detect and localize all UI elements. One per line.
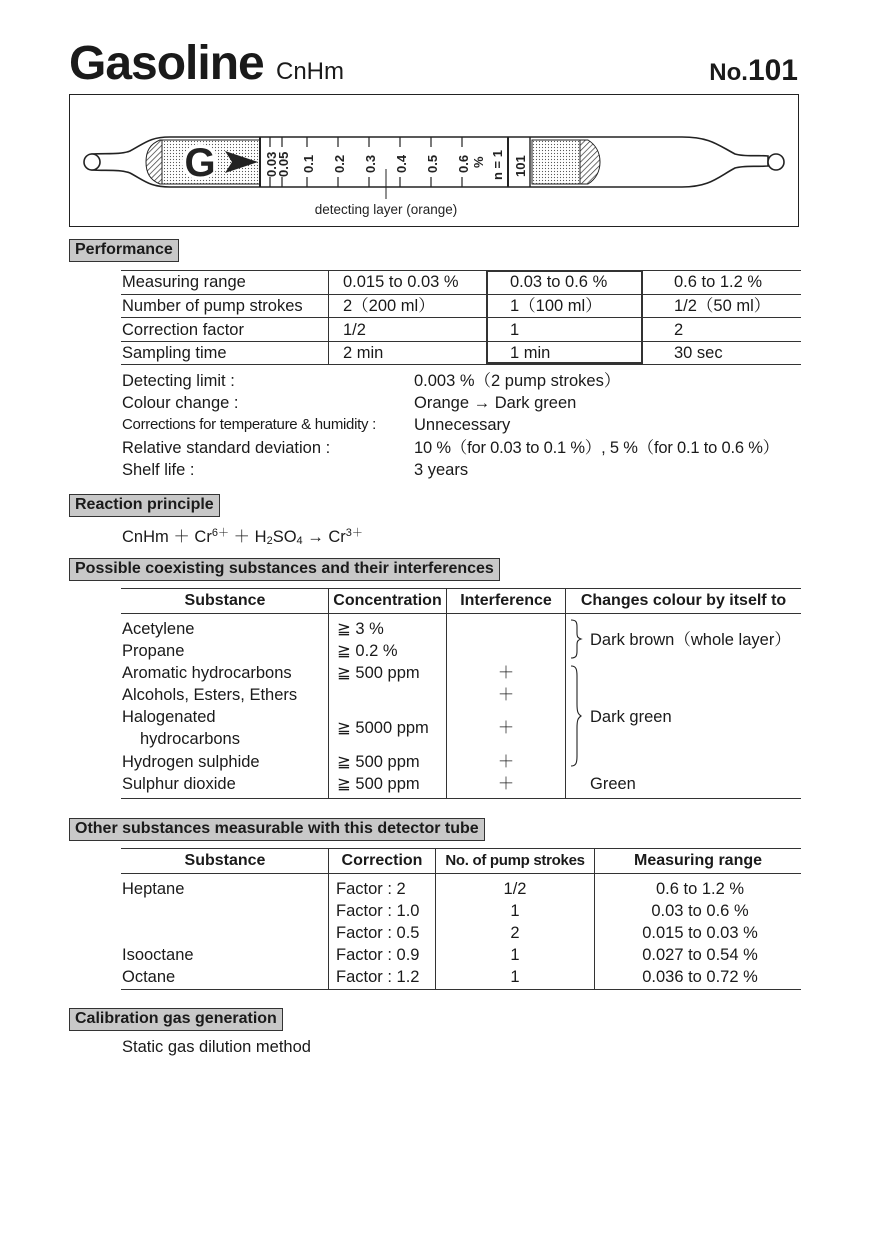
scale-label: 0.05 [276, 151, 291, 177]
other-range: 0.027 to 0.54 % [642, 946, 758, 964]
table-rule [121, 798, 801, 799]
detail-label: Colour change : [122, 394, 239, 412]
column-header: Substance [184, 852, 266, 869]
colour-change-value: Green [590, 775, 636, 793]
substance-name: Sulphur dioxide [122, 775, 236, 793]
table-rule [121, 848, 801, 849]
substance-name: Halogenated [122, 708, 216, 726]
substance-name: Alcohols, Esters, Ethers [122, 686, 298, 704]
table-column-rule [328, 270, 329, 364]
colour-change-value: Dark green [590, 708, 672, 726]
other-strokes: 2 [510, 924, 520, 942]
column-header: Correction [341, 852, 423, 869]
column-header: Substance [184, 592, 266, 609]
table-rule [121, 294, 801, 295]
other-correction: Factor : 2 [336, 880, 406, 898]
perf-cell: 1/2 [343, 321, 366, 339]
tube-number-title [709, 54, 798, 88]
column-header: Concentration [333, 592, 442, 609]
reaction-equation: CnHm ＋ $Cr^{6+} + H_2SO_4 \to Cr^{3+}$ [122, 527, 363, 547]
other-substance: Isooctane [122, 946, 194, 964]
grouping-brace-icon [568, 618, 586, 770]
colour-change-value: Dark brown（whole layer） [590, 631, 791, 649]
table-rule [121, 588, 801, 589]
substance-name: hydrocarbons [140, 730, 240, 748]
perf-cell: 1/2（50 ml） [674, 297, 771, 315]
scale-label: 0.4 [394, 154, 409, 173]
table-rule [121, 613, 801, 614]
interference-plus: ＋ [497, 686, 515, 704]
interferences-heading: Possible coexisting substances and their interferences [69, 558, 500, 581]
substance-name: Propane [122, 642, 185, 660]
concentration-value: ≧ 3 % [337, 620, 384, 638]
concentration-value: ≧ 500 ppm [337, 664, 420, 682]
table-rule [121, 364, 801, 365]
perf-cell: 2（200 ml） [343, 297, 435, 315]
table-rule [121, 270, 801, 271]
concentration-value: ≧ 500 ppm [337, 775, 420, 793]
concentration-value: ≧ 0.2 % [337, 642, 398, 660]
column-header: Changes colour by itself to [580, 592, 787, 609]
column-header: Interference [460, 592, 552, 609]
perf-cell: 30 sec [674, 344, 723, 362]
scale-unit: % [471, 156, 486, 168]
perf-row-label: Correction factor [122, 321, 244, 339]
perf-cell: 1（100 ml） [510, 297, 602, 315]
interference-plus: ＋ [497, 753, 515, 771]
detail-label: Detecting limit : [122, 372, 235, 390]
perf-cell: 0.6 to 1.2 % [674, 273, 763, 291]
detail-value: 0.003 %（2 pump strokes） [414, 372, 621, 390]
other-substance: Octane [122, 968, 176, 986]
substance-name: Aromatic hydrocarbons [122, 664, 292, 682]
other-strokes: 1 [510, 968, 520, 986]
n-label: n = 1 [490, 150, 505, 180]
table-column-rule [565, 588, 566, 798]
logo-mark: G [184, 141, 216, 185]
perf-row-label: Measuring range [122, 273, 246, 291]
column-header: Measuring range [633, 852, 763, 869]
perf-cell: 0.03 to 0.6 % [510, 273, 608, 291]
detector-tube-illustration [70, 95, 798, 226]
perf-cell: 1 [510, 321, 520, 339]
table-rule [121, 317, 801, 318]
scale-label: 0.5 [425, 154, 440, 173]
table-rule [121, 989, 801, 990]
scale-label: 0.3 [363, 154, 378, 173]
concentration-value: ≧ 5000 ppm [337, 719, 429, 737]
table-rule [121, 873, 801, 874]
perf-row-label: Sampling time [122, 344, 227, 362]
detail-value: Orange → Dark green [414, 394, 577, 412]
performance-heading: Performance [69, 239, 179, 262]
calibration-heading: Calibration gas generation [69, 1008, 283, 1031]
detail-value: 3 years [414, 461, 469, 479]
other-strokes: 1 [510, 946, 520, 964]
other-substances-heading: Other substances measurable with this detector tube [69, 818, 485, 841]
column-header: No. of pump strokes [445, 852, 585, 869]
detail-label: Corrections for temperature & humidity : [122, 416, 376, 433]
scale-label: 0.1 [301, 154, 316, 173]
perf-cell: 0.015 to 0.03 % [343, 273, 459, 291]
perf-row-label: Number of pump strokes [122, 297, 303, 315]
table-rule [121, 341, 801, 342]
other-correction: Factor : 0.9 [336, 946, 420, 964]
reaction-heading: Reaction principle [69, 494, 220, 517]
other-range: 0.015 to 0.03 % [642, 924, 758, 942]
substance-name: Hydrogen sulphide [122, 753, 260, 771]
interference-plus: ＋ [497, 719, 515, 737]
detecting-layer-caption: detecting layer (orange) [314, 202, 458, 217]
concentration-value: ≧ 500 ppm [337, 753, 420, 771]
other-correction: Factor : 1.2 [336, 968, 420, 986]
interference-plus: ＋ [497, 775, 515, 793]
number-value: 101 [747, 54, 798, 87]
detail-label: Relative standard deviation : [122, 439, 331, 457]
perf-cell: 2 min [343, 344, 384, 362]
number-prefix: No. [709, 59, 748, 86]
perf-cell: 2 [674, 321, 684, 339]
other-range: 0.6 to 1.2 % [655, 880, 745, 898]
other-correction: Factor : 0.5 [336, 924, 420, 942]
other-correction: Factor : 1.0 [336, 902, 420, 920]
table-column-rule [328, 588, 329, 798]
scale-label: 0.6 [456, 154, 471, 173]
page-title: Gasoline [69, 37, 264, 90]
scale-label: 0.03 [264, 151, 279, 177]
perf-cell: 1 min [510, 344, 551, 362]
detail-value: 10 %（for 0.03 to 0.1 %）, 5 %（for 0.1 to 0.6 %） [414, 439, 779, 457]
interference-plus: ＋ [497, 664, 515, 682]
scale-label: 0.2 [332, 154, 347, 173]
other-strokes: 1/2 [503, 880, 527, 898]
chemical-formula: CnHm [276, 58, 345, 85]
tube-number-label: 101 [513, 155, 528, 177]
detail-label: Shelf life : [122, 461, 195, 479]
detail-value: Unnecessary [414, 416, 511, 434]
other-range: 0.03 to 0.6 % [651, 902, 749, 920]
calibration-method: Static gas dilution method [122, 1038, 311, 1056]
other-substance: Heptane [122, 880, 185, 898]
other-range: 0.036 to 0.72 % [642, 968, 758, 986]
other-strokes: 1 [510, 902, 520, 920]
substance-name: Acetylene [122, 620, 195, 638]
